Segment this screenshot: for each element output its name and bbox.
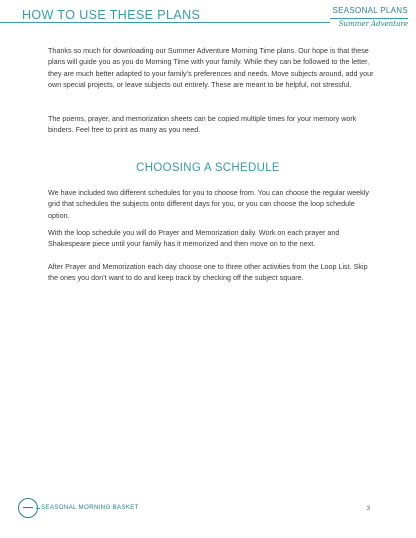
header-rule: [0, 22, 330, 23]
brand-main-text: SEASONAL PLANS: [332, 6, 408, 15]
page-footer: [0, 496, 416, 526]
header-title: HOW TO USE THESE PLANS: [22, 8, 201, 22]
intro-paragraph: Thanks so much for downloading our Summer Adventure Morning Time plans. Our hope is that these plans will guide you as you do Morning Time with your family. While they can be followed to the letter, they are much better adapted to your family’s preferences and needs. Move subjects around, add your own special projects, or leave subjects out entirely. These are meant to be helpful, not stressful.: [48, 46, 374, 90]
brand-sub-text: Summer Adventure: [338, 20, 408, 28]
page-header: [0, 0, 416, 34]
basket-logo-icon: [18, 498, 38, 518]
footer-label: SEASONAL MORNING BASKET: [41, 504, 139, 511]
brand-rule: [330, 18, 408, 19]
loop-schedule-paragraph: With the loop schedule you will do Prayer and Memorization daily. Work on each prayer and Shakespeare piece until your family has it memorized and then move on to the next.: [48, 228, 340, 249]
schedule-options-paragraph: We have included two different schedules for you to choose from. You can choose the regular weekly grid that schedules the subjects onto different days for you, or you can choose the loop schedule option.: [48, 188, 369, 220]
loop-list-paragraph: After Prayer and Memorization each day choose one to three other activities from the Loop List. Skip the ones you don’t want to do and keep track by checking off the subject square.: [48, 262, 368, 283]
brand-block: [330, 6, 408, 28]
printing-paragraph: The poems, prayer, and memorization sheets can be copied multiple times for your memory work binders. Feel free to print as many as you need.: [48, 114, 357, 135]
footer-rule: [36, 508, 40, 509]
section-heading: CHOOSING A SCHEDULE: [136, 162, 280, 174]
page-number: 3: [366, 506, 370, 512]
